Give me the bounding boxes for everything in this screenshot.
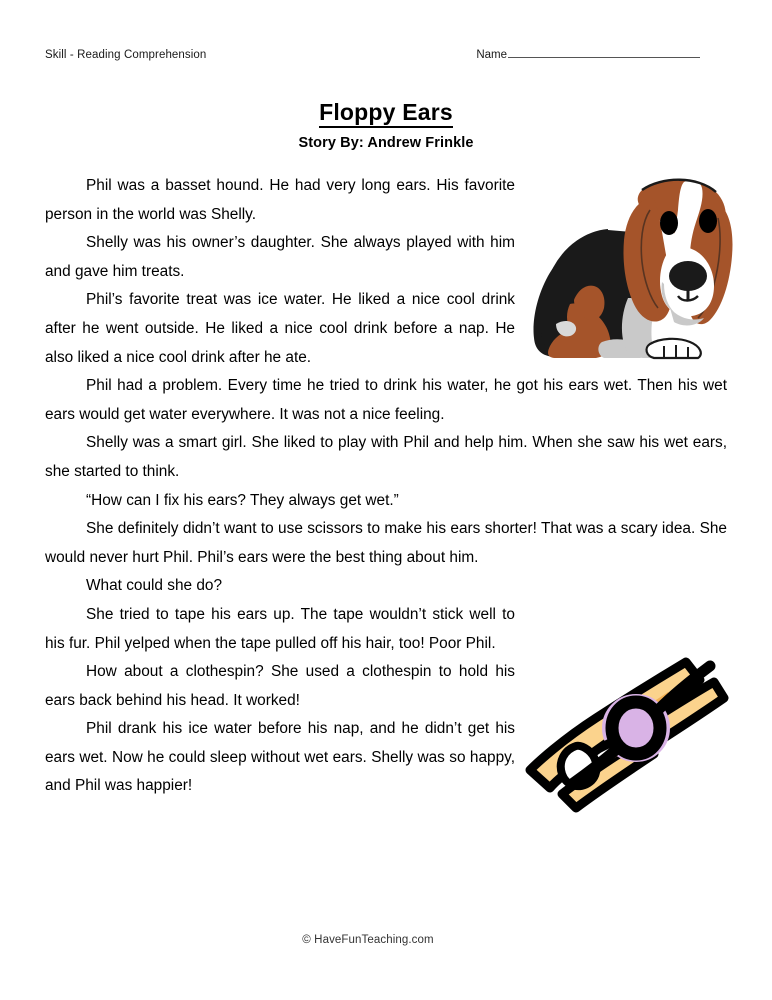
worksheet-footer: [0, 930, 772, 948]
skill-label: Skill - Reading Comprehension: [45, 49, 207, 61]
copyright-notice: © HaveFunTeaching.com: [302, 934, 434, 946]
page-title: Floppy Ears: [319, 99, 453, 128]
story-paragraph: What could she do?: [86, 577, 223, 595]
name-label: Name: [476, 49, 507, 61]
story-paragraph: How about a clothespin? She used a clothespin to hold his ears back behind his head. It worked!: [45, 663, 515, 709]
name-field-group: [476, 45, 700, 61]
worksheet-header: [45, 45, 727, 67]
story-paragraph: “How can I fix his ears? They always get wet.”: [86, 491, 399, 509]
story-paragraph: Phil’s favorite treat was ice water. He liked a nice cool drink after he went outside. He liked a nice cool drink before a nap. He also liked a nice cool drink after he ate.: [45, 291, 515, 366]
story-byline: Story By: Andrew Frinkle: [298, 135, 474, 152]
title-block: [0, 99, 772, 151]
story-paragraph: She tried to tape his ears up. The tape wouldn’t stick well to his fur. Phil yelped when the tape pulled off his hair, too! Poor Phil.: [45, 605, 515, 652]
name-input-blank[interactable]: [508, 45, 700, 58]
story-paragraph: She definitely didn’t want to use scissors to make his ears shorter! That was a scary idea. She would never hurt Phil. Phil’s ears were the best thing about him.: [45, 520, 727, 566]
clothespin-illustration: [512, 618, 740, 833]
story-paragraph: Shelly was a smart girl. She liked to play with Phil and help him. When she saw his wet ears, she started to think.: [45, 434, 727, 480]
story-paragraph: Phil was a basset hound. He had very long ears. His favorite person in the world was Shelly.: [45, 177, 515, 223]
story-paragraph: Phil drank his ice water before his nap, and he didn’t get his ears wet. Now he could sleep without wet ears. Shelly was so happy, and Phil was happier!: [45, 720, 515, 795]
story-paragraph: Phil had a problem. Every time he tried to drink his water, he got his ears wet. Then his wet ears would get water everywhere. It was not a nice feeling.: [45, 377, 727, 423]
story-paragraph: Shelly was his owner’s daughter. She always played with him and gave him treats.: [45, 234, 515, 280]
